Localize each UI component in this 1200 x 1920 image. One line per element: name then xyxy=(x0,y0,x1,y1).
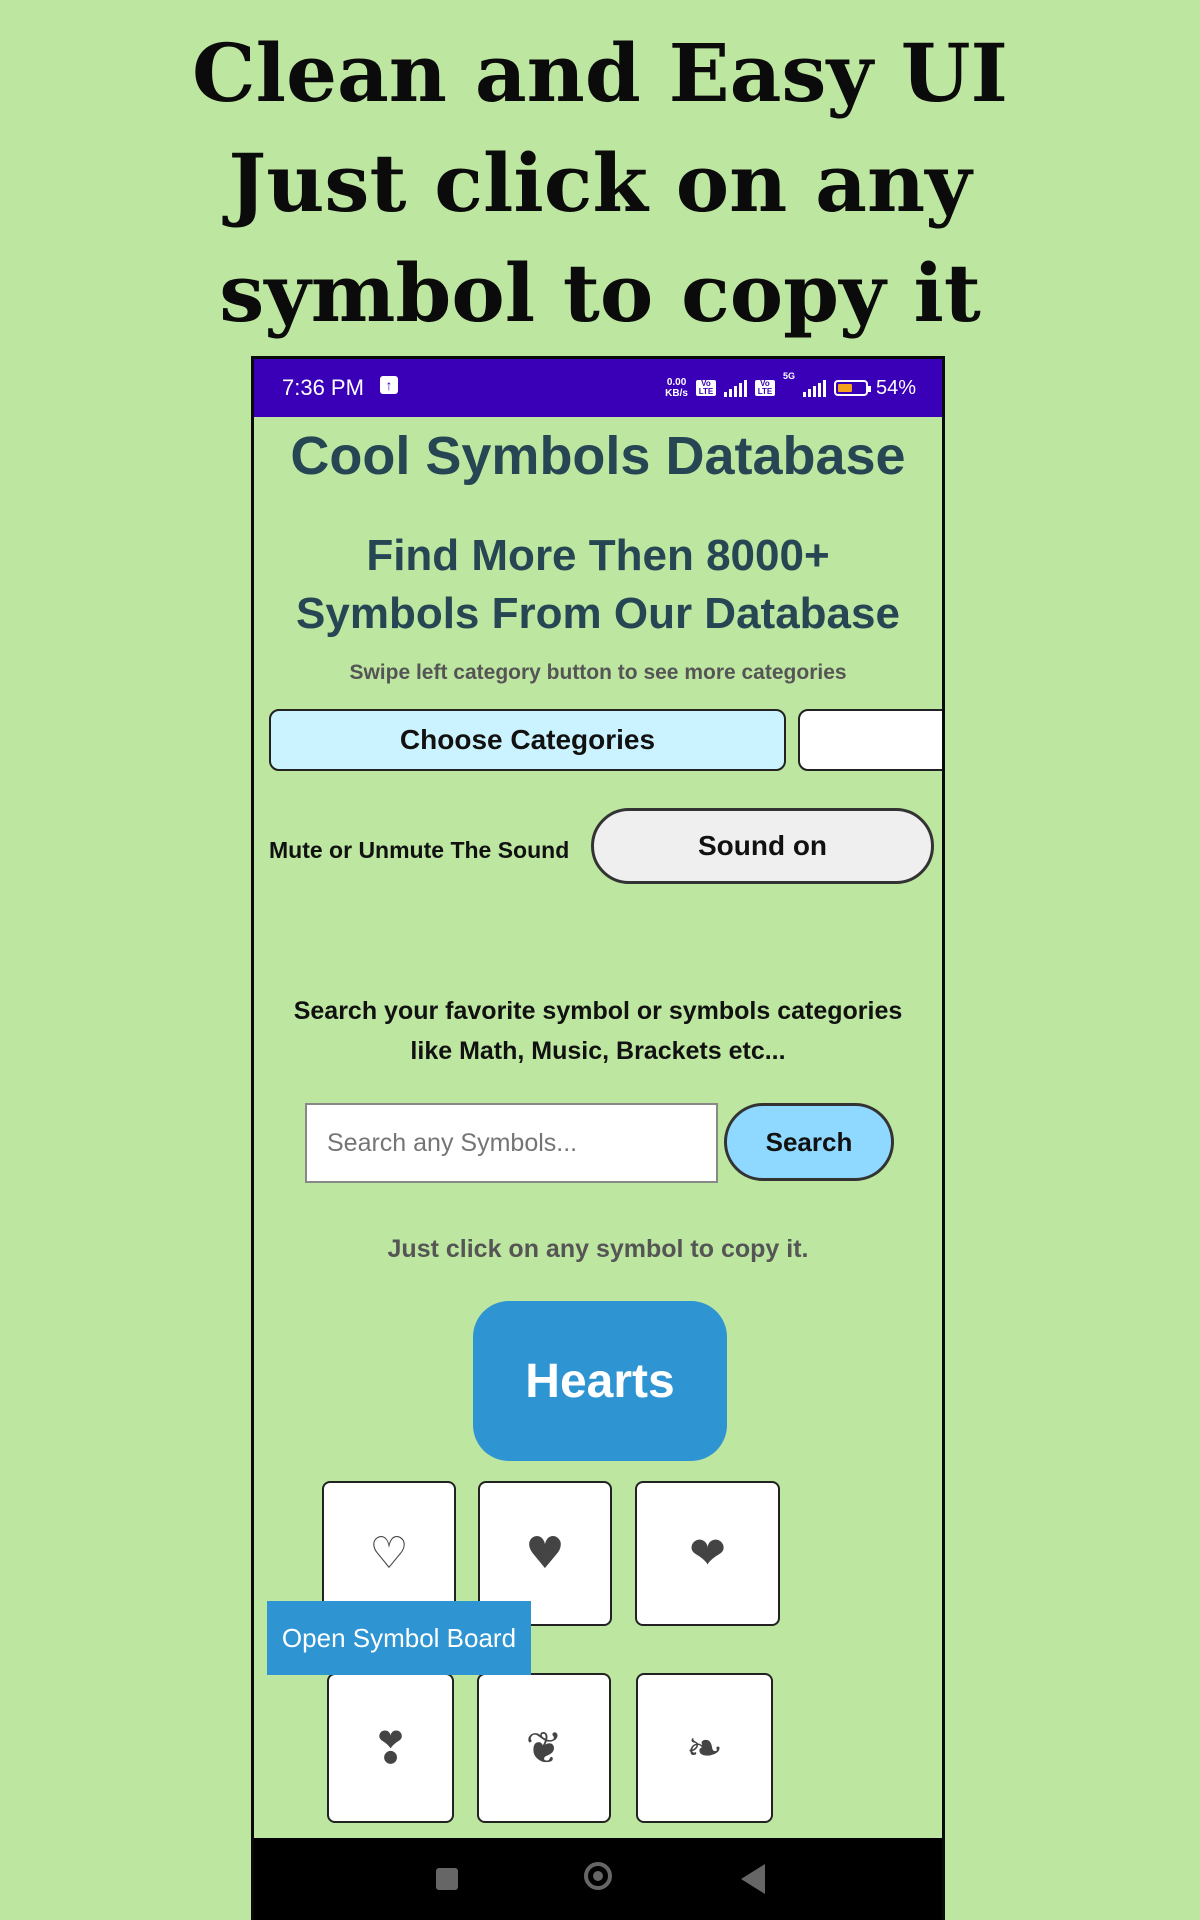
volte-icon: Vo LTE xyxy=(696,380,716,396)
symbol-tile[interactable]: ❣ xyxy=(327,1673,454,1823)
search-description-line-1: Search your favorite symbol or symbols categories xyxy=(293,997,903,1025)
phone-screen xyxy=(251,356,945,1920)
category-heading-hearts[interactable]: Hearts xyxy=(473,1301,727,1461)
battery-fill xyxy=(838,384,852,392)
net-speed-value: 0.00 xyxy=(666,377,687,388)
search-description-line-2: like Math, Music, Brackets etc... xyxy=(410,1037,786,1065)
volte-icon-2: Vo LTE xyxy=(755,380,775,396)
battery-icon xyxy=(834,380,868,396)
symbol-tile[interactable]: ♡ xyxy=(322,1481,456,1626)
status-icons xyxy=(665,371,916,405)
app-subtitle-line-2: Symbols From Our Database xyxy=(296,589,900,638)
search-input[interactable] xyxy=(305,1103,718,1183)
promo-line-3: symbol to copy it xyxy=(219,246,981,340)
signal-icon-2 xyxy=(803,379,826,397)
mute-label: Mute or Unmute The Sound xyxy=(269,837,570,863)
upload-icon: ↑ xyxy=(380,376,398,394)
recent-apps-icon[interactable] xyxy=(436,1868,458,1890)
copy-hint: Just click on any symbol to copy it. xyxy=(387,1235,809,1263)
promo-headline xyxy=(0,18,1200,348)
symbol-tile[interactable]: ♥ xyxy=(478,1481,612,1626)
app-title: Cool Symbols Database xyxy=(290,426,906,486)
open-symbol-board-button[interactable]: Open Symbol Board xyxy=(267,1601,531,1675)
home-icon[interactable] xyxy=(584,1862,612,1890)
promo-line-2: Just click on any xyxy=(228,136,972,230)
net-speed-unit: KB/s xyxy=(665,388,688,399)
search-button[interactable]: Search xyxy=(724,1103,894,1181)
sound-toggle-button[interactable]: Sound on xyxy=(591,808,934,884)
symbol-tile[interactable]: ❤ xyxy=(635,1481,780,1626)
app-subtitle xyxy=(254,527,942,643)
swipe-hint: Swipe left category button to see more categories xyxy=(349,661,847,684)
status-bar xyxy=(254,359,942,417)
symbol-tile[interactable]: ❧ xyxy=(636,1673,773,1823)
navigation-bar xyxy=(254,1838,942,1920)
back-icon[interactable] xyxy=(741,1864,765,1894)
network-type-icon: 5G xyxy=(782,371,795,381)
choose-categories-button[interactable]: Choose Categories xyxy=(269,709,786,771)
symbol-tile[interactable]: ❦ xyxy=(477,1673,611,1823)
battery-percent: 54% xyxy=(875,376,916,399)
signal-icon xyxy=(724,379,747,397)
next-category-button[interactable] xyxy=(798,709,945,771)
promo-line-1: Clean and Easy UI xyxy=(192,26,1008,120)
net-speed xyxy=(665,377,688,399)
search-description xyxy=(254,991,942,1071)
app-subtitle-line-1: Find More Then 8000+ xyxy=(366,531,830,580)
status-time: 7:36 PM xyxy=(282,375,364,400)
